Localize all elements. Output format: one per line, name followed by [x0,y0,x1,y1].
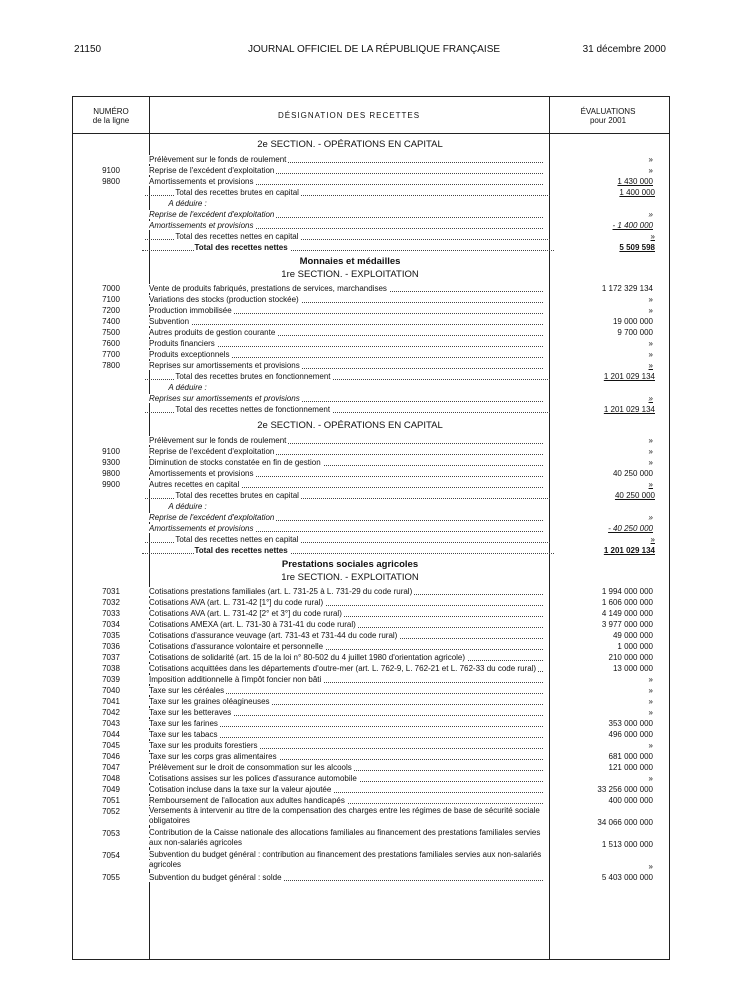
table-row: Prélèvement sur le fonds de roulement » [149,436,653,445]
line-label: Prélèvement sur le droit de consommation sur les alcools [149,762,549,773]
table-row: Prélèvement sur le fonds de roulement » [149,155,653,164]
line-value: 1 000 000 [617,642,653,651]
line-number: 7042 [102,708,120,717]
line-value: 3 977 000 000 [601,620,653,629]
line-label: Cotisations d'assurance veuvage (art. 731-43 et 731-44 du code rural) [149,630,549,641]
column-header-numero [73,107,149,125]
table-row [73,674,669,685]
line-number: 7039 [102,675,120,684]
line-value: » [648,686,653,695]
table-row [73,762,669,773]
numero-sublabel: de la ligne [92,116,130,125]
table-row [73,652,669,663]
line-label: Remboursement de l'allocation aux adultes handicapés [149,795,549,806]
total-row: Total des recettes brutes en capital 40 250 000 [73,490,669,501]
line-value: » [648,774,653,783]
psa-multi-rows [73,806,669,872]
line-number: 7038 [102,664,120,673]
deduct-label: A déduire : [168,502,207,511]
table-row [73,630,669,641]
line-number: 7031 [102,587,120,596]
deduct-label: A déduire : [168,383,207,392]
table-row [73,751,669,762]
line-value: 4 149 000 000 [601,609,653,618]
total-row: Total des recettes brutes en fonctionnement 1 201 029 134 [73,371,669,382]
column-header-evaluations [549,107,667,125]
line-number: 7049 [102,785,120,794]
line-label: Taxe sur les betteraves [149,707,549,718]
recettes-table [72,96,670,960]
line-label: Taxe sur les produits forestiers [149,740,549,751]
line-value: » [648,741,653,750]
line-label: Taxe sur les tabacs [149,729,549,740]
table-row: 7200 Production immobilisée » [102,306,653,315]
line-number: 7041 [102,697,120,706]
line-number: 7044 [102,730,120,739]
line-label: Imposition additionnelle à l'impôt foncier non bâti [149,674,549,685]
line-value: 13 000 000 [612,664,653,673]
line-label: Cotisation incluse dans la taxe sur la valeur ajoutée [149,784,549,795]
budget-heading: Prestations sociales agricoles [281,559,419,570]
table-row [73,663,669,674]
grand-total-row: Total des recettes nettes 1 201 029 134 [73,545,669,556]
line-label: Taxe sur les graines oléagineuses [149,696,549,707]
table-row: Amortissements et provisions - 40 250 000 [149,524,653,533]
section-title: 2e SECTION. - OPÉRATIONS EN CAPITAL [257,139,443,150]
table-row [73,619,669,630]
line-value: 210 000 000 [608,653,653,662]
line-label: Cotisations de solidarité (art. 15 de la loi n° 80-502 du 4 juillet 1980 d'orientation agricole) [149,652,549,663]
line-label: Taxe sur les céréales [149,685,549,696]
publication-date: 31 décembre 2000 [582,44,666,55]
table-row [73,718,669,729]
line-number: 7047 [102,763,120,772]
line-value: 1 994 000 000 [601,587,653,596]
table-row [73,806,669,828]
column-header-designation: DÉSIGNATION DES RECETTES [277,111,421,120]
line-number: 7048 [102,774,120,783]
line-value: 353 000 000 [608,719,653,728]
table-row: 7100 Variations des stocks (production stockée) » [102,295,653,304]
psa-rows [73,586,669,806]
table-row [73,685,669,696]
line-number: 7036 [102,642,120,651]
table-row [73,597,669,608]
line-value: 1 606 000 000 [601,598,653,607]
line-label: Cotisations AMEXA (art. L. 731-30 à 731-41 du code rural) [149,619,549,630]
table-row: 7800 Reprises sur amortissements et provisions » [102,361,653,370]
table-row [73,586,669,597]
total-row: Total des recettes brutes en capital 1 400 000 [73,187,669,198]
table-row: 7500 Autres produits de gestion courante 9 700 000 [102,328,653,337]
table-row: 9800 Amortissements et provisions 40 250 000 [102,469,653,478]
line-number: 7032 [102,598,120,607]
line-value: 121 000 000 [608,763,653,772]
table-row [73,729,669,740]
table-row [73,696,669,707]
total-row: Total des recettes nettes en capital » [73,231,669,242]
table-row: 9300 Diminution de stocks constatée en fin de gestion » [102,458,653,467]
line-number: 7045 [102,741,120,750]
line-number: 7051 [102,796,120,805]
table-row [73,641,669,652]
table-row: Reprise de l'excédent d'exploitation » [149,513,653,522]
table-row: 9800 Amortissements et provisions 1 430 000 [102,177,653,186]
line-value: » [648,697,653,706]
line-number: 7037 [102,653,120,662]
section-title: 1re SECTION. - EXPLOITATION [281,572,419,583]
grand-total-row: Total des recettes nettes 5 509 598 [73,242,669,253]
line-label: Cotisations d'assurance volontaire et personnelle [149,641,549,652]
line-value: 400 000 000 [608,796,653,805]
line-label: Cotisations prestations familiales (art. L. 731-25 à L. 731-29 du code rural) [149,586,549,597]
table-row: Amortissements et provisions - 1 400 000 [149,221,653,230]
table-row: 7400 Subvention 19 000 000 [102,317,653,326]
table-row [73,784,669,795]
section-title: 1re SECTION. - EXPLOITATION [281,269,419,280]
total-row: Total des recettes nettes en capital » [73,534,669,545]
line-label: Cotisations AVA (art. L. 731-42 [1°] du code rural) [149,597,549,608]
line-value: » [648,708,653,717]
table-row [73,795,669,806]
line-number: 7040 [102,686,120,695]
journal-title: JOURNAL OFFICIEL DE LA RÉPUBLIQUE FRANÇAISE [247,44,501,55]
line-label: Cotisations acquittées dans les départements d'outre-mer (art. L. 762-9, L. 762-21 et L. 762-33 du code rural) [149,663,549,674]
total-row: Total des recettes nettes de fonctionnement 1 201 029 134 [73,404,669,415]
line-number: 7035 [102,631,120,640]
section-title: 2e SECTION. - OPÉRATIONS EN CAPITAL [257,420,443,431]
numero-label: NUMÉRO [93,107,129,116]
line-label: Contribution de la Caisse nationale des allocations familiales au financement des prestations familiales servies aux non-salariés agricoles [149,828,541,847]
line-value: 496 000 000 [608,730,653,739]
line-value: 681 000 000 [608,752,653,761]
table-row [73,740,669,751]
line-number: 7043 [102,719,120,728]
table-row [73,707,669,718]
line-label: Cotisations AVA (art. L. 731-42 [2° et 3°] du code rural) [149,608,549,619]
table-row: 7600 Produits financiers » [102,339,653,348]
table-row [73,773,669,784]
table-row: 7000 Vente de produits fabriqués, prestations de services, marchandises 1 172 329 134 [102,284,653,293]
table-row [73,850,669,872]
line-value: » [648,862,653,871]
table-row: Reprises sur amortissements et provisions » [149,394,653,403]
deduct-label: A déduire : [168,199,207,208]
evaluations-label: ÉVALUATIONS [580,107,636,116]
line-label: Cotisations assises sur les polices d'assurance automobile [149,773,549,784]
line-label: Taxe sur les farines [149,718,549,729]
table-row: Reprise de l'excédent d'exploitation » [149,210,653,219]
line-value: 1 513 000 000 [601,840,653,849]
line-number: 7054 [102,851,120,860]
page-number: 21150 [74,44,102,55]
table-body [73,134,669,883]
table-row: 7055 Subvention du budget général : solde 5 403 000 000 [102,873,653,882]
line-value: 49 000 000 [612,631,653,640]
line-label: Subvention du budget général : contribution au financement des prestations familiales servies aux non-salariés agricoles [149,850,542,869]
line-value: 34 066 000 000 [597,818,653,827]
table-row: 9100 Reprise de l'excédent d'exploitation » [102,166,653,175]
line-number: 7034 [102,620,120,629]
line-value: » [648,675,653,684]
line-number: 7052 [102,807,120,816]
line-value: 33 256 000 000 [597,785,653,794]
line-number: 7046 [102,752,120,761]
line-label: Taxe sur les corps gras alimentaires [149,751,549,762]
table-row: 7700 Produits exceptionnels » [102,350,653,359]
table-row: 9900 Autres recettes en capital » [102,480,653,489]
table-row [73,608,669,619]
line-number: 7033 [102,609,120,618]
evaluations-sublabel: pour 2001 [589,116,627,125]
table-row [73,828,669,850]
line-label: Versements à intervenir au titre de la compensation des charges entre les régimes de base de sécurité sociale obligatoires [149,806,540,825]
table-row: 9100 Reprise de l'excédent d'exploitation » [102,447,653,456]
budget-heading: Monnaies et médailles [299,256,401,267]
line-number: 7053 [102,829,120,838]
